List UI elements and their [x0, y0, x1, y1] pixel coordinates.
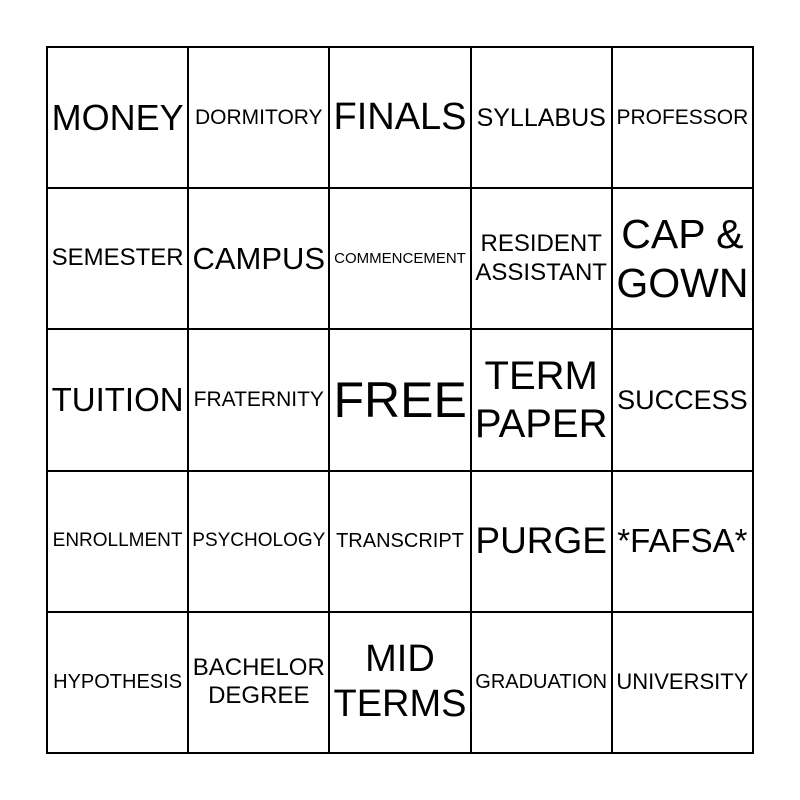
- bingo-cell[interactable]: [330, 48, 469, 187]
- bingo-cell[interactable]: [613, 613, 752, 752]
- cell-label: FREE: [333, 371, 467, 428]
- cell-label: PROFESSOR: [616, 106, 749, 129]
- bingo-cell[interactable]: [472, 613, 611, 752]
- bingo-card: [46, 46, 754, 754]
- bingo-cell[interactable]: [48, 189, 187, 328]
- cell-label: COMMENCEMENT: [334, 249, 466, 267]
- bingo-cell[interactable]: [613, 48, 752, 187]
- bingo-cell[interactable]: [48, 613, 187, 752]
- cell-label: SEMESTER: [51, 244, 184, 272]
- bingo-cell[interactable]: [330, 189, 469, 328]
- bingo-cell[interactable]: [472, 330, 611, 469]
- cell-label: TERM PAPER: [474, 353, 608, 446]
- bingo-cell[interactable]: [613, 330, 752, 469]
- cell-label: MID TERMS: [333, 637, 467, 726]
- cell-label: PSYCHOLOGY: [192, 529, 326, 551]
- cell-label: *FAFSA*: [617, 522, 748, 560]
- bingo-cell[interactable]: [189, 330, 328, 469]
- cell-label: SUCCESS: [617, 384, 748, 415]
- cell-label: BACHELOR DEGREE: [192, 653, 325, 710]
- cell-label: SYLLABUS: [476, 103, 606, 132]
- cell-label: DORMITORY: [195, 106, 323, 129]
- bingo-cell[interactable]: [189, 189, 328, 328]
- cell-label: FRATERNITY: [193, 388, 324, 412]
- cell-label: HYPOTHESIS: [53, 671, 183, 694]
- bingo-cell[interactable]: [613, 472, 752, 611]
- cell-label: ENROLLMENT: [52, 529, 183, 551]
- bingo-cell[interactable]: [48, 48, 187, 187]
- bingo-cell[interactable]: [472, 472, 611, 611]
- bingo-cell[interactable]: [189, 48, 328, 187]
- bingo-cell[interactable]: [48, 472, 187, 611]
- bingo-cell[interactable]: [189, 472, 328, 611]
- cell-label: RESIDENT ASSISTANT: [475, 229, 607, 286]
- cell-label: TRANSCRIPT: [336, 530, 464, 553]
- cell-label: MONEY: [51, 97, 184, 138]
- cell-label: GRADUATION: [475, 671, 608, 694]
- cell-label: CAMPUS: [192, 241, 326, 277]
- cell-label: PURGE: [475, 520, 607, 561]
- cell-label: UNIVERSITY: [616, 669, 749, 695]
- bingo-cell[interactable]: [330, 613, 469, 752]
- bingo-cell[interactable]: [48, 330, 187, 469]
- cell-label: FINALS: [333, 95, 467, 138]
- bingo-cell[interactable]: [613, 189, 752, 328]
- bingo-cell[interactable]: [472, 48, 611, 187]
- bingo-cell[interactable]: [472, 189, 611, 328]
- bingo-cell[interactable]: [330, 472, 469, 611]
- cell-label: CAP & GOWN: [616, 210, 749, 306]
- cell-label: TUITION: [51, 381, 184, 419]
- bingo-cell[interactable]: [330, 330, 469, 469]
- bingo-cell[interactable]: [189, 613, 328, 752]
